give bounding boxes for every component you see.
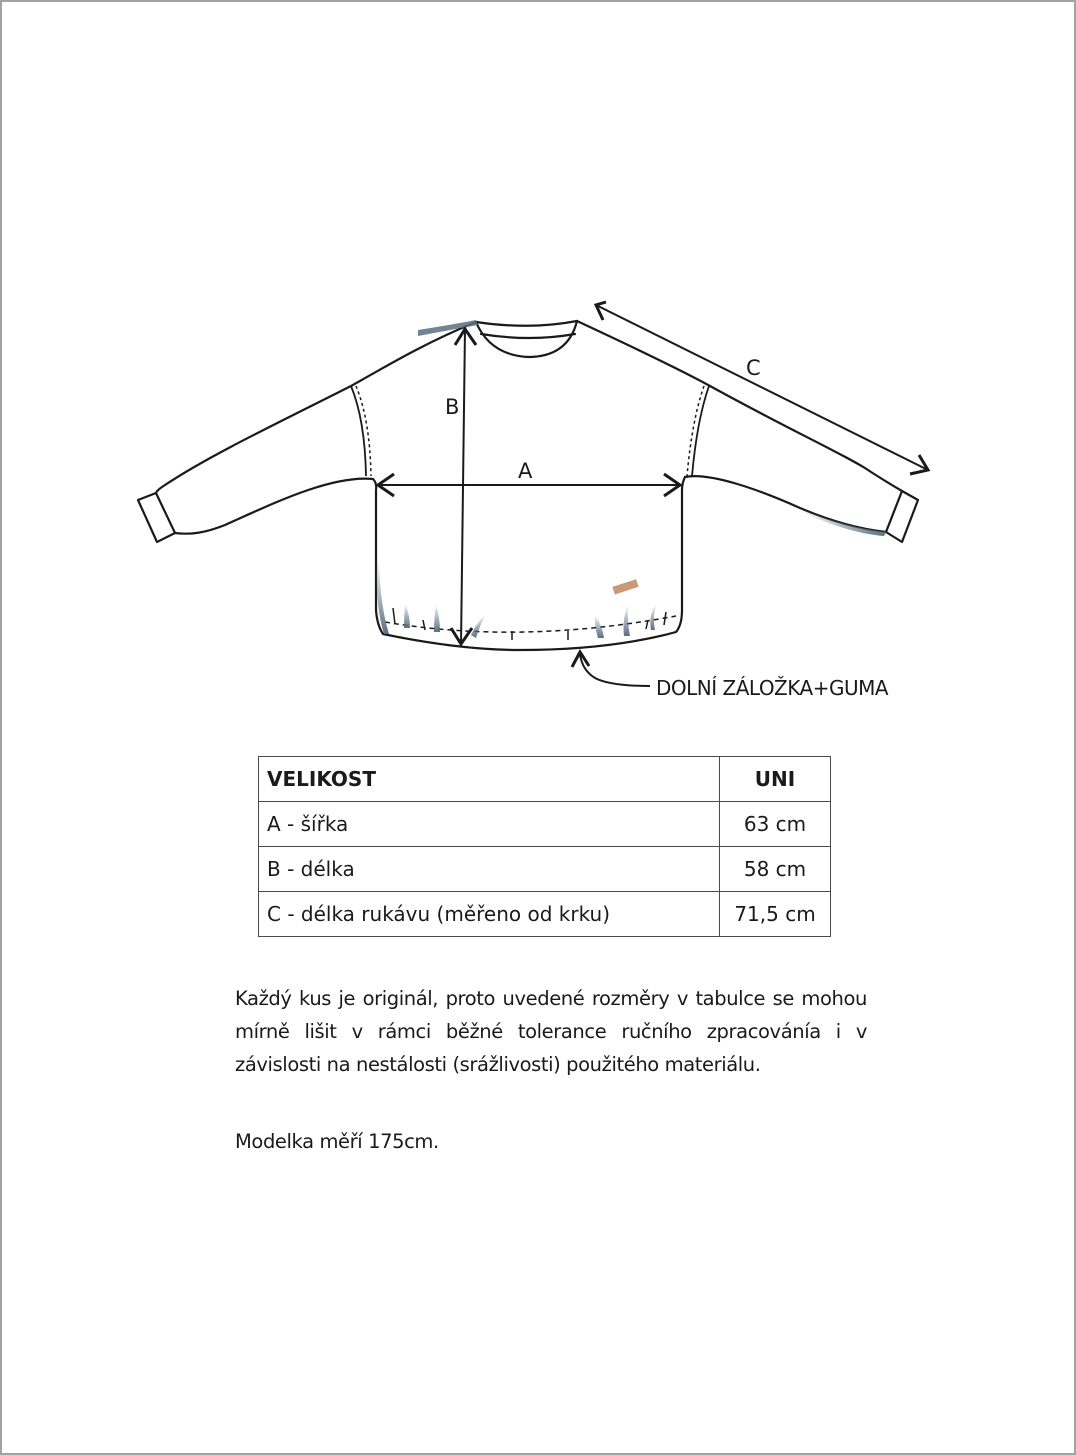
row-value: 71,5 cm — [720, 892, 831, 937]
model-height-note: Modelka měří 175cm. — [235, 1130, 439, 1153]
tolerance-note: Každý kus je originál, proto uvedené rozměry v tabulce se mohou mírně lišit v rámci běžné tolerance ručního zpracovánía i v závislosti na nestálosti (srážlivosti) použitého materiálu. — [235, 987, 867, 1076]
table-row — [259, 802, 831, 847]
row-label: C - délka rukávu (měřeno od krku) — [259, 892, 720, 937]
left-sleeve — [138, 322, 476, 542]
measure-c-label: C — [746, 356, 761, 380]
body-outline — [373, 477, 685, 650]
table-row — [259, 892, 831, 937]
row-label: A - šířka — [259, 802, 720, 847]
right-sleeve — [577, 321, 918, 542]
measure-a-label: A — [518, 459, 533, 483]
measure-c — [596, 302, 928, 474]
measure-b — [451, 328, 476, 645]
size-table-header — [259, 757, 831, 802]
callout-arrow — [572, 652, 650, 686]
hem-shading — [404, 603, 657, 638]
sweater-diagram — [0, 0, 1076, 720]
row-value: 58 cm — [720, 847, 831, 892]
hem-callout-label: DOLNÍ ZÁLOŽKA+GUMA — [656, 676, 889, 700]
row-label: B - délka — [259, 847, 720, 892]
row-value: 63 cm — [720, 802, 831, 847]
size-table — [258, 756, 831, 937]
header-size-label: VELIKOST — [259, 757, 720, 802]
table-row — [259, 847, 831, 892]
header-size-value: UNI — [720, 757, 831, 802]
label-patch — [612, 579, 638, 594]
measure-b-label: B — [445, 395, 460, 419]
neckline — [476, 321, 577, 357]
